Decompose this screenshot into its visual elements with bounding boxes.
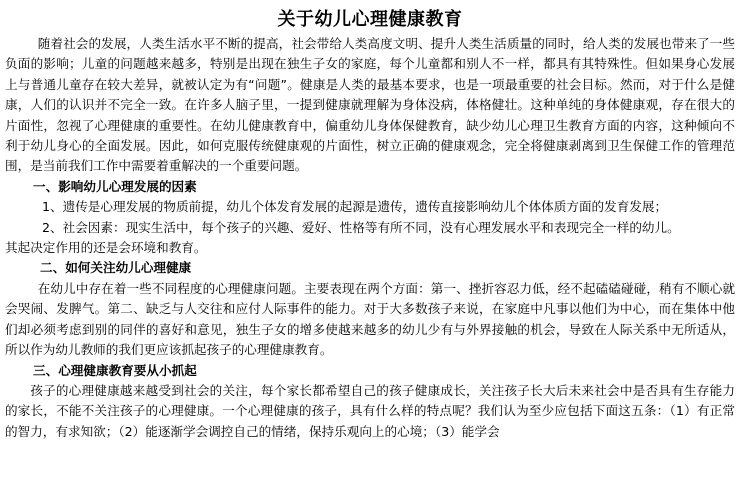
section1-item2: 2、社会因素：现实生活中，每个孩子的兴趣、爱好、性格等有所不同，没有心理发展水平和表现完全一样的幼儿。 xyxy=(42,219,680,235)
intro-paragraph: 随着社会的发展，人类生活水平不断的提高，社会带给人类高度文明、提升人类生活质量的同时，给人类的发展也带来了一些负面的影响；儿童的问题越来越多，特别是出现在独生子女的家庭，每个儿童都和别人不一样，都具有其特殊性。但如果身心发展上与普通儿童存在较大差异，就被认定为有“问题”。健康是人类的最基本要求，也是一项最重要的社会目标。然而，对于什么是健康，人们的认识并不完全一致。在许多人脑子里，一提到健康就理解为身体没病，体格健壮。这种单纯的身体健康观，存在很大的片面性，忽视了心理健康的重要性。在幼儿健康教育中，偏重幼儿身体保健教育，缺少幼儿心理卫生教育方面的内容，这种倾向不利于幼儿身心的全面发展。因此，如何克服传统健康观的片面性，树立正确的健康观念，完全将健康剥离到卫生保健工作的管理范围，是当前我们工作中需要着重解决的一个重要问题。 xyxy=(5,36,735,174)
document-title: 关于幼儿心理健康教育 xyxy=(277,9,463,30)
section2-paragraph: 在幼儿中存在着一些不同程度的心理健康问题。主要表现在两个方面：第一、挫折容忍力低，经不起磕磕碰碰，稍有不顺心就会哭闹、发脾气。第二、缺乏与人交往和应付人际事件的能力。对于大多数孩子来说，在家庭中凡事以他们为中心，而在集体中他们却必须考虑到别的同伴的喜好和意见，独生子女的增多使越来越多的幼儿少有与外界接触的机会，导致在人际关系中无所适从，所以作为幼儿教师的我们更应该抓起孩子的心理健康教育。 xyxy=(5,280,735,358)
section3-paragraph: 孩子的心理健康越来越受到社会的关注，每个家长都希望自己的孩子健康成长，关注孩子长大后未来社会中是否具有生存能力的家长，不能不关注孩子的心理健康。一个心理健康的孩子，具有什么样的特点呢？我们认为至少应包括下面这五条：（1）有正常的智力，有求知欲；（2）能逐渐学会调控自己的情绪，保持乐观向上的心境；（3）能学会 xyxy=(5,382,735,439)
section3-heading: 三、心理健康教育要从小抓起 xyxy=(33,362,197,378)
section1-item2-continuation: 其起决定作用的还是会环境和教育。 xyxy=(5,240,207,256)
section2-heading: 二、如何关注幼儿心理健康 xyxy=(40,260,192,276)
section1-heading: 一、影响幼儿心理发展的因素 xyxy=(33,178,197,194)
section1-item1: 1、遗传是心理发展的物质前提，幼儿个体发育发展的起源是遗传，遗传直接影响幼儿个体体质方面的发育发展； xyxy=(42,199,668,215)
